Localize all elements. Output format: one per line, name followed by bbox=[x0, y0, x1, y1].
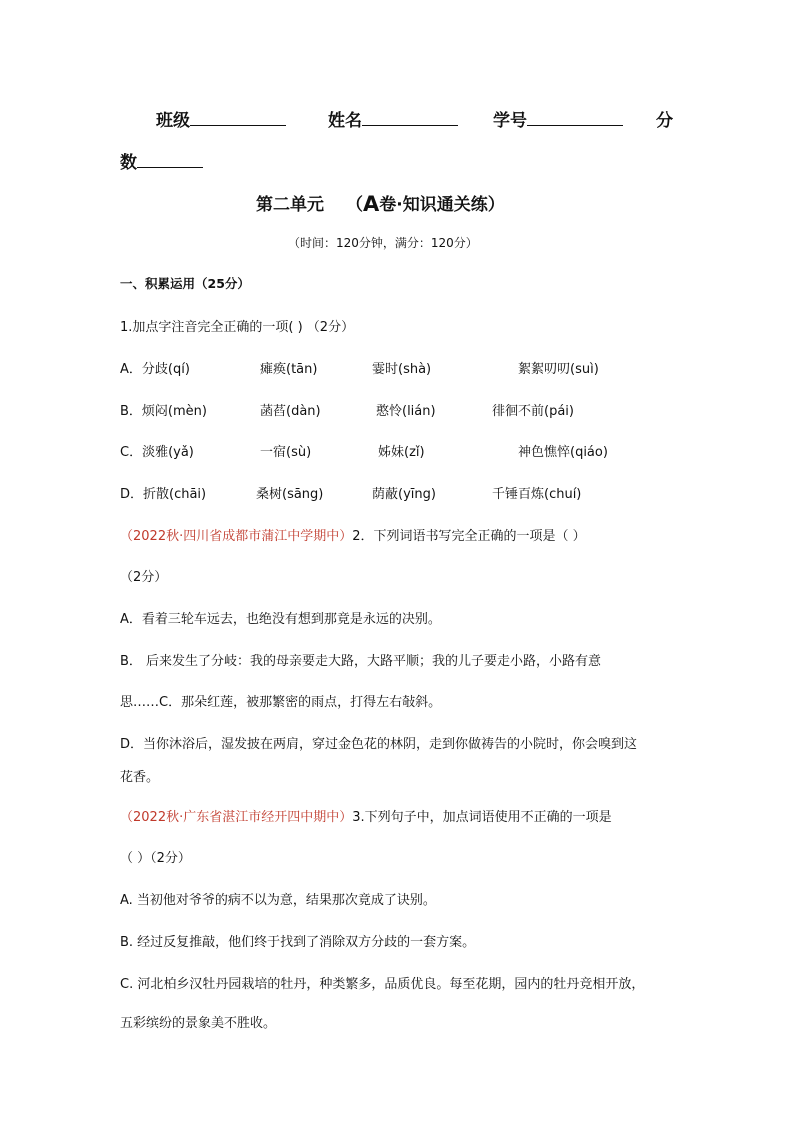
q1-option-b-2: 菡萏(dàn) bbox=[260, 404, 321, 419]
title-main: 第二单元 bbox=[256, 195, 324, 215]
q2-option-b-line1: B． 后来发生了分岐：我的母亲要走大路，大路平顺；我的儿子要走小路，小路有意 bbox=[120, 654, 602, 669]
page-title bbox=[256, 190, 505, 215]
class-label: 班级 bbox=[156, 111, 190, 131]
q1-option-a-4: 絮絮叨叨(suì) bbox=[518, 362, 599, 377]
q2-stem: 2．下列词语书写完全正确的一项是（ ） bbox=[352, 529, 586, 544]
name-label: 姓名 bbox=[328, 111, 362, 131]
q1-stem: 1.加点字注音完全正确的一项( ) （2分） bbox=[120, 320, 355, 335]
score-label-1: 分 bbox=[656, 111, 673, 131]
q3-paren: （ ）（2分） bbox=[120, 851, 191, 866]
q1-option-d-4: 千锤百炼(chuí) bbox=[492, 487, 582, 502]
q1-option-a-1: A．分歧(qí) bbox=[120, 362, 190, 377]
q3-source: （2022秋·广东省湛江市经开四中期中） bbox=[120, 810, 353, 825]
q1-option-c-2: 一宿(sù) bbox=[260, 445, 312, 460]
q3-option-c-line1: C. 河北柏乡汉牡丹园栽培的牡丹，种类繁多，品质优良。每至花期，园内的牡丹竞相开放， bbox=[120, 977, 645, 992]
title-paren-open: （ bbox=[346, 195, 363, 215]
q2-option-b-line2: 思……C．那朵红莲，被那繁密的雨点，打得左右敧斜。 bbox=[120, 695, 442, 710]
q3-option-c-line2: 五彩缤纷的景象美不胜收。 bbox=[120, 1016, 277, 1031]
q1-option-b-4: 徘徊不前(pái) bbox=[492, 404, 574, 419]
q2-option-d-line2: 花香。 bbox=[120, 770, 160, 785]
section-heading: 一、积累运用（25分） bbox=[120, 276, 250, 291]
q1-option-b-3: 憨怜(lián) bbox=[376, 404, 436, 419]
subtitle: （时间：120分钟，满分：120分） bbox=[288, 236, 478, 250]
q3-option-a: A. 当初他对爷爷的病不以为意，结果那次竟成了诀别。 bbox=[120, 893, 436, 908]
q1-option-d-3: 荫蔽(yīng) bbox=[372, 487, 436, 502]
q1-option-d-2: 桑树(sāng) bbox=[256, 487, 324, 502]
q3-stem: 3.下列句子中，加点词语使用不正确的一项是 bbox=[352, 810, 612, 825]
q1-option-d-1: D．折散(chāi) bbox=[120, 487, 207, 502]
class-blank[interactable] bbox=[190, 111, 286, 126]
q1-option-c-3: 姊妹(zǐ) bbox=[378, 445, 425, 460]
name-blank[interactable] bbox=[362, 111, 458, 126]
id-label: 学号 bbox=[493, 111, 527, 131]
q2-stem-line bbox=[120, 525, 586, 544]
q1-option-a-2: 瘫痪(tān) bbox=[260, 362, 318, 377]
score-blank[interactable] bbox=[137, 153, 203, 168]
title-rest: 卷·知识通关练） bbox=[379, 195, 505, 215]
q1-option-b-1: B．烦闷(mèn) bbox=[120, 404, 207, 419]
score-label-2: 数 bbox=[120, 153, 137, 173]
score-field bbox=[120, 148, 203, 173]
q1-option-c-4: 神色憔悴(qiáo) bbox=[518, 445, 608, 460]
q2-option-d-line1: D．当你沐浴后，湿发披在两肩，穿过金色花的林阴，走到你做祷告的小院时，你会嗅到这 bbox=[120, 737, 638, 752]
q2-option-a: A．看着三轮车远去，也绝没有想到那竟是永远的决别。 bbox=[120, 612, 441, 627]
id-blank[interactable] bbox=[527, 111, 623, 126]
q3-stem-line bbox=[120, 806, 612, 825]
title-a: A bbox=[363, 192, 380, 216]
q2-source: （2022秋·四川省成都市蒲江中学期中） bbox=[120, 529, 353, 544]
q2-score: （2分） bbox=[120, 570, 168, 585]
q1-option-c-1: C．淡雅(yǎ) bbox=[120, 445, 194, 460]
class-field bbox=[156, 106, 286, 131]
q3-option-b: B. 经过反复推敲，他们终于找到了消除双方分歧的一套方案。 bbox=[120, 935, 476, 950]
id-field bbox=[493, 106, 623, 131]
name-field bbox=[328, 106, 458, 131]
q1-option-a-3: 霎时(shà) bbox=[372, 362, 432, 377]
